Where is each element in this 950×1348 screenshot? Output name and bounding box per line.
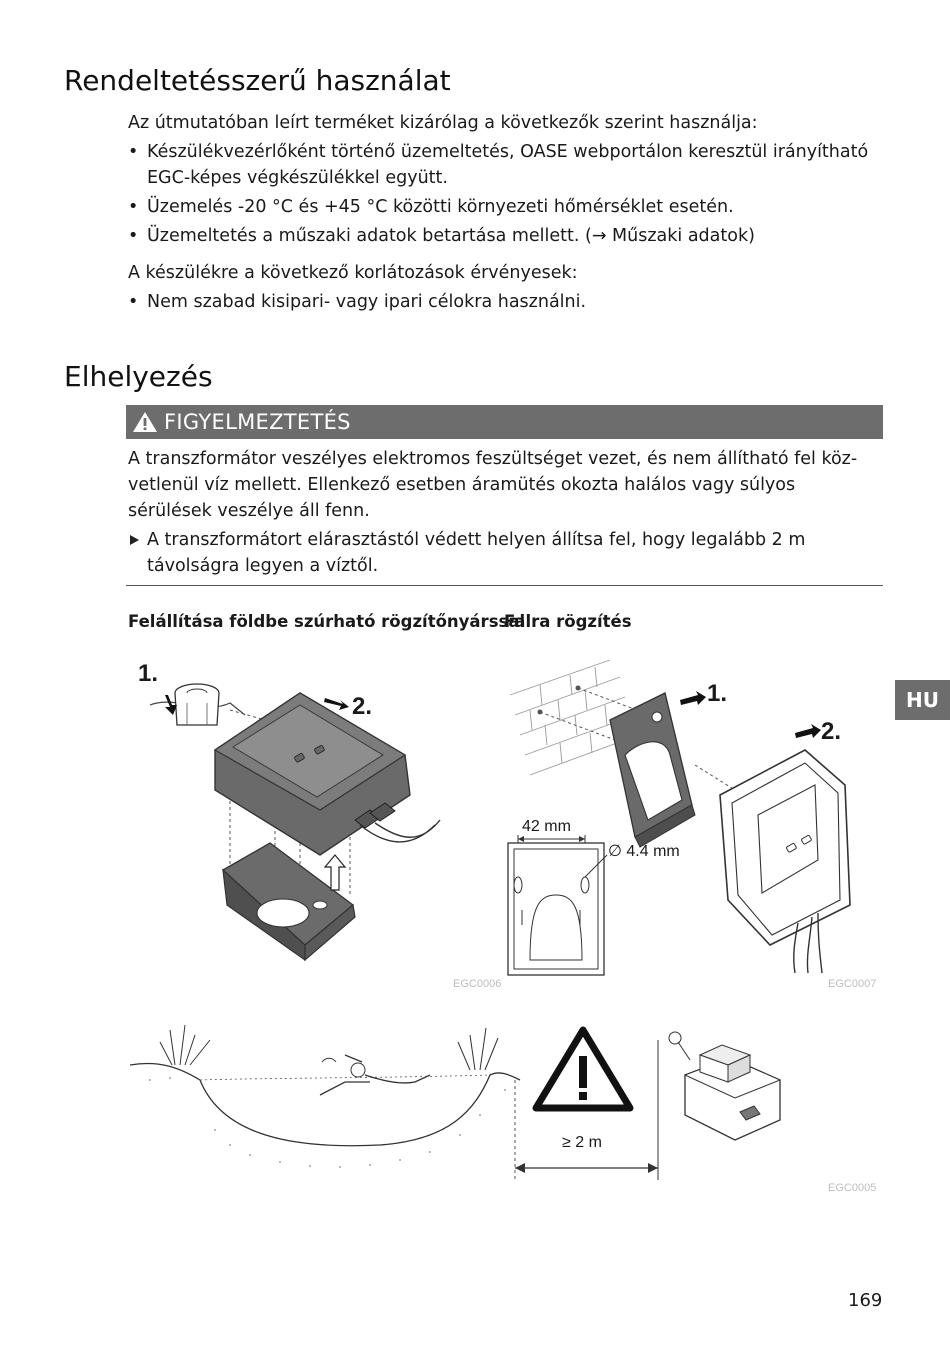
intended-use-list bbox=[128, 139, 888, 252]
fig1-step2-label: 2. bbox=[352, 693, 373, 720]
figure-wall-mount bbox=[500, 655, 885, 985]
fig2-step1-label: 1. bbox=[707, 680, 728, 707]
warning-step bbox=[128, 527, 899, 579]
language-tab: HU bbox=[895, 680, 950, 720]
list-item: • Nem szabad kisipari- vagy ipari célokra használni. bbox=[128, 289, 888, 315]
fig1-step1-label: 1. bbox=[138, 660, 159, 687]
subhead-wall-mount: Falra rögzítés bbox=[504, 612, 632, 631]
section-title-placement: Elhelyezés bbox=[64, 360, 213, 393]
figure-water-distance bbox=[130, 1020, 875, 1190]
fig2-width-dimension: 42 mm bbox=[522, 818, 571, 835]
list-item: • Készülékvezérlőként történő üzemeltetés, OASE webportálon keresztül irányítható EGC-képes végkészülékkel együtt. bbox=[128, 139, 888, 191]
warning-bar bbox=[126, 405, 883, 439]
figure-ground-spike bbox=[135, 655, 505, 985]
list-item: • Üzemeltetés a műszaki adatok betartása mellett. (→ Műszaki adatok) bbox=[128, 223, 888, 249]
subhead-ground-spike: Felállítása földbe szúrható rögzítőnyárssal bbox=[128, 612, 526, 631]
warning-triangle-icon bbox=[132, 411, 158, 433]
page-number: 169 bbox=[848, 1290, 883, 1311]
fig2-step2-label: 2. bbox=[821, 718, 842, 745]
warning-divider bbox=[126, 585, 883, 586]
fig3-distance-label: ≥ 2 m bbox=[562, 1134, 602, 1151]
water-distance-illustration bbox=[130, 1020, 875, 1190]
fig2-hole-dimension: ∅ 4.4 mm bbox=[608, 843, 680, 860]
fig1-code: EGC0006 bbox=[453, 978, 502, 990]
fig2-code: EGC0007 bbox=[828, 978, 877, 990]
fig3-code: EGC0005 bbox=[828, 1182, 877, 1194]
step-arrow-icon bbox=[130, 535, 139, 545]
warning-label: FIGYELMEZTETÉS bbox=[164, 410, 351, 434]
list-item: • Üzemelés -20 °C és +45 °C közötti környezeti hőmérséklet esetén. bbox=[128, 194, 888, 220]
section-title-intended-use: Rendeltetésszerű használat bbox=[64, 64, 451, 97]
restrictions-intro: A készülékre a következő korlátozások érvényesek: bbox=[128, 263, 578, 283]
intended-use-intro: Az útmutatóban leírt terméket kizárólag a következők szerint használja: bbox=[128, 113, 758, 133]
warning-step-text: A transzformátort elárasztástól védett helyen állítsa fel, hogy legalább 2 m távolságra legyen a víztől. bbox=[147, 530, 806, 576]
ground-spike-illustration bbox=[135, 655, 505, 985]
restrictions-list bbox=[128, 289, 888, 318]
warning-text: A transzformátor veszélyes elektromos feszültséget vezet, és nem állítható fel köz-vetlenül víz mellett. Ellenkező esetben áramütés okozta halálos vagy súlyos sérülések veszélye áll fenn. bbox=[128, 449, 858, 521]
